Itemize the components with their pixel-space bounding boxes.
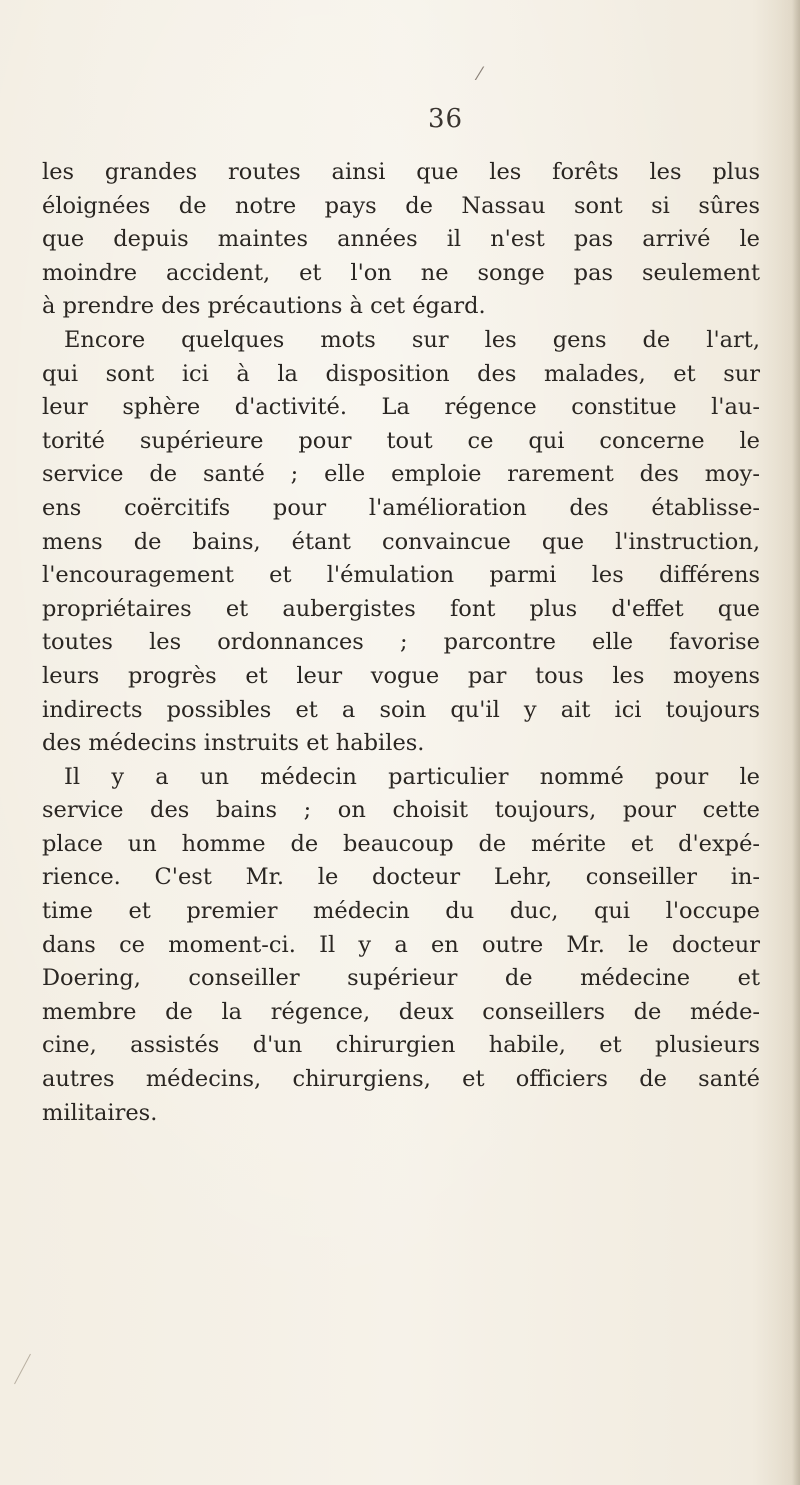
text-line: time et premier médecin du duc, qui l'occupe <box>42 898 760 925</box>
body-text <box>42 156 760 1130</box>
text-line: moindre accident, et l'on ne songe pas seulement <box>42 259 760 286</box>
text-line: des médecins instruits et habiles. <box>42 730 425 757</box>
text-line: mens de bains, étant convaincue que l'instruction, <box>42 528 760 555</box>
pencil-mark: ⁄ <box>478 64 482 85</box>
text-line: ens coërcitifs pour l'amélioration des établisse- <box>42 494 760 521</box>
page-number: 36 <box>428 104 464 134</box>
text-line: service de santé ; elle emploie rarement des moy- <box>42 461 760 488</box>
text-line: l'encouragement et l'émulation parmi les différens <box>42 562 760 589</box>
text-line: les grandes routes ainsi que les forêts les plus <box>42 159 760 185</box>
text-line: Encore quelques mots sur les gens de l'art, <box>64 326 760 353</box>
text-line: Il y a un médecin particulier nommé pour le <box>64 763 760 790</box>
text-line: service des bains ; on choisit toujours, pour cette <box>42 797 760 824</box>
text-line: que depuis maintes années il n'est pas arrivé le <box>42 226 760 253</box>
text-line: autres médecins, chirurgiens, et officiers de santé <box>42 1066 760 1093</box>
text-line: leur sphère d'activité. La régence constitue l'au- <box>42 394 760 421</box>
text-line: éloignées de notre pays de Nassau sont si sûres <box>42 192 760 219</box>
text-line: Doering, conseiller supérieur de médecine et <box>42 965 760 992</box>
text-line: place un homme de beaucoup de mérite et d'expé- <box>42 830 760 857</box>
text-line: propriétaires et aubergistes font plus d'effet que <box>42 595 760 622</box>
text-line: indirects possibles et a soin qu'il y ait ici toujours <box>42 696 760 723</box>
text-line: à prendre des précautions à cet égard. <box>42 293 486 320</box>
text-line: leurs progrès et leur vogue par tous les moyens <box>42 662 760 689</box>
text-line: rience. C'est Mr. le docteur Lehr, conseiller in- <box>42 864 760 891</box>
page-edge-shadow <box>792 0 800 1485</box>
margin-mark <box>14 1354 31 1384</box>
text-line: qui sont ici à la disposition des malades, et sur <box>42 360 760 387</box>
text-line: toutes les ordonnances ; parcontre elle favorise <box>42 629 760 656</box>
text-line: membre de la régence, deux conseillers de méde- <box>42 998 760 1025</box>
text-line: cine, assistés d'un chirurgien habile, et plusieurs <box>42 1032 760 1059</box>
text-line: militaires. <box>42 1099 158 1126</box>
text-line: dans ce moment-ci. Il y a en outre Mr. le docteur <box>42 931 760 958</box>
text-line: torité supérieure pour tout ce qui concerne le <box>42 427 760 454</box>
